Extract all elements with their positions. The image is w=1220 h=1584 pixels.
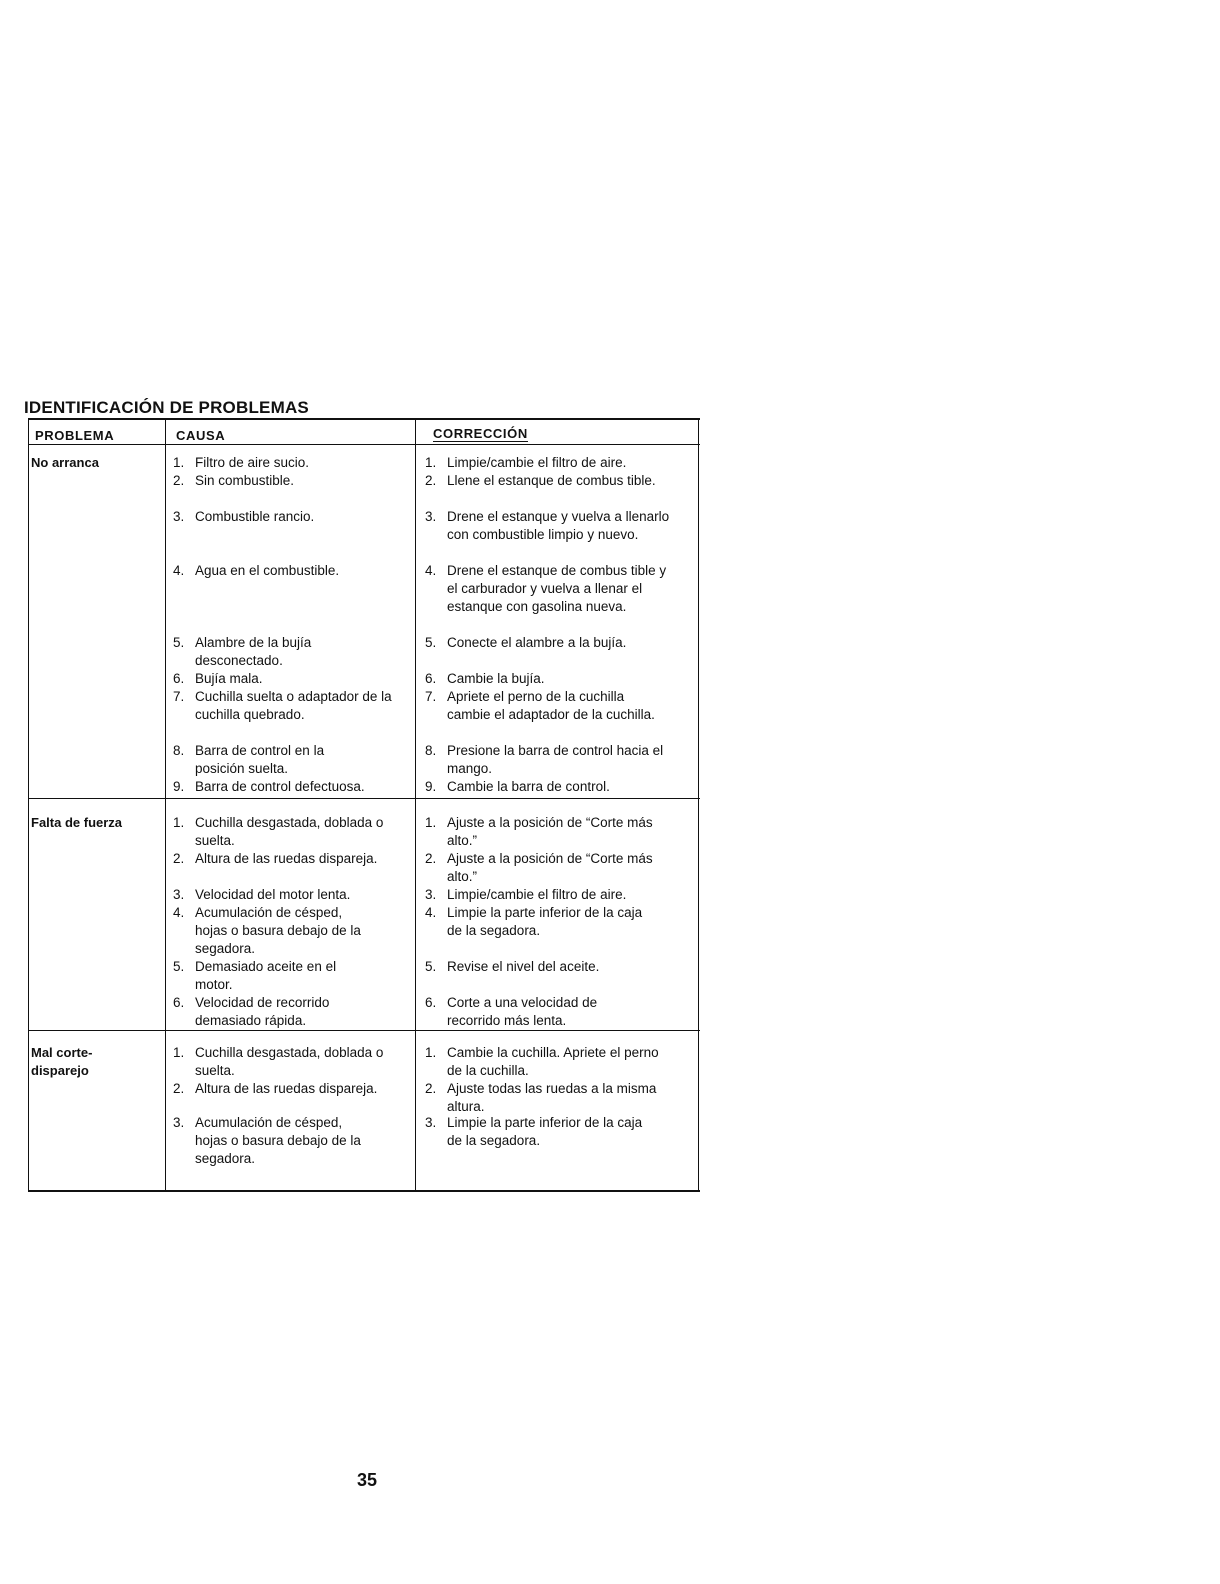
item-text: Cuchilla suelta o adaptador de la cuchilla quebrado. (195, 689, 392, 722)
correction-item (425, 670, 675, 688)
item-text: Demasiado aceite en el motor. (195, 959, 337, 992)
item-number: 6. (173, 995, 185, 1010)
correction-item (425, 562, 675, 616)
item-number: 7. (173, 689, 185, 704)
item-text: Barra de control defectuosa. (195, 779, 365, 794)
item-text: Limpie/cambie el filtro de aire. (447, 455, 627, 470)
item-text: Apriete el perno de la cuchilla cambie el adaptador de la cuchilla. (447, 689, 655, 722)
item-number: 1. (173, 1045, 185, 1060)
correction-item (425, 958, 675, 976)
cause-item (173, 634, 353, 670)
cause-item (173, 454, 417, 472)
item-text: Acumulación de césped, hojas o basura debajo de la segadora. (195, 1115, 361, 1166)
item-text: Cambie la cuchilla. Apriete el perno de la cuchilla. (447, 1045, 659, 1078)
item-text: Llene el estanque de combus tible. (447, 473, 656, 488)
item-number: 4. (173, 563, 185, 578)
cause-item (173, 904, 377, 958)
item-text: Cuchilla desgastada, doblada o suelta. (195, 1045, 384, 1078)
cause-item (173, 508, 417, 526)
correction-item (425, 1114, 651, 1150)
cause-item (173, 670, 417, 688)
item-text: Altura de las ruedas dispareja. (195, 851, 378, 866)
correction-item (425, 634, 675, 652)
cause-item (173, 886, 417, 904)
item-number: 6. (173, 671, 185, 686)
cause-item (173, 1114, 377, 1168)
item-number: 2. (425, 473, 437, 488)
cause-item (173, 1044, 413, 1080)
correction-item (425, 688, 657, 724)
cause-item (173, 994, 373, 1030)
problem-falta-de-fuerza: Falta de fuerza (31, 815, 123, 830)
cause-item (173, 814, 413, 850)
item-number: 4. (425, 905, 437, 920)
item-number: 5. (425, 959, 437, 974)
item-number: 5. (173, 959, 185, 974)
page-number: 35 (357, 1470, 378, 1490)
item-number: 9. (425, 779, 437, 794)
item-number: 4. (173, 905, 185, 920)
item-text: Combustible rancio. (195, 509, 315, 524)
item-text: Barra de control en la posición suelta. (195, 743, 325, 776)
item-number: 1. (173, 815, 185, 830)
item-number: 4. (425, 563, 437, 578)
cause-item (173, 850, 417, 868)
problem-line: Mal corte- (31, 1045, 93, 1060)
item-text: Velocidad del motor lenta. (195, 887, 351, 902)
item-number: 3. (425, 509, 437, 524)
item-text: Limpie/cambie el filtro de aire. (447, 887, 627, 902)
correction-item (425, 1080, 657, 1116)
item-text: Cuchilla desgastada, doblada o suelta. (195, 815, 384, 848)
item-number: 2. (173, 1081, 185, 1096)
header-cause: CAUSA (176, 428, 226, 443)
item-number: 1. (425, 815, 437, 830)
item-text: Agua en el combustible. (195, 563, 340, 578)
header-problem: PROBLEMA (35, 428, 115, 443)
item-text: Presione la barra de control hacia el mango. (447, 743, 664, 776)
item-text: Filtro de aire sucio. (195, 455, 310, 470)
correction-item (425, 508, 671, 544)
table-divider-cause-correction (415, 420, 416, 1190)
item-number: 2. (425, 1081, 437, 1096)
item-number: 2. (425, 851, 437, 866)
item-text: Drene el estanque y vuelva a llenarlo con combustible limpio y nuevo. (447, 509, 670, 542)
item-text: Corte a una velocidad de recorrido más lenta. (447, 995, 598, 1028)
item-number: 3. (425, 1115, 437, 1130)
item-text: Limpie la parte inferior de la caja de la segadora. (447, 1115, 643, 1148)
correction-item (425, 904, 655, 940)
item-number: 2. (173, 473, 185, 488)
item-number: 3. (173, 1115, 185, 1130)
item-text: Limpie la parte inferior de la caja de la segadora. (447, 905, 643, 938)
header-correction: CORRECCIÓN (433, 426, 528, 441)
item-text: Sin combustible. (195, 473, 295, 488)
correction-item (425, 472, 661, 490)
item-number: 6. (425, 995, 437, 1010)
problem-mal-corte (31, 1044, 161, 1080)
item-text: Velocidad de recorrido demasiado rápida. (195, 995, 330, 1028)
cause-item (173, 472, 417, 490)
cause-item (173, 742, 373, 778)
item-number: 2. (173, 851, 185, 866)
item-text: Cambie la barra de control. (447, 779, 610, 794)
correction-item (425, 850, 661, 886)
cause-item (173, 958, 363, 994)
item-text: Bujía mala. (195, 671, 263, 686)
cause-item (173, 562, 417, 580)
item-text: Revise el nivel del aceite. (447, 959, 600, 974)
correction-item (425, 778, 675, 796)
correction-item (425, 454, 675, 472)
item-number: 1. (425, 455, 437, 470)
item-text: Ajuste a la posición de “Corte más alto.” (447, 815, 653, 848)
item-text: Conecte el alambre a la bujía. (447, 635, 627, 650)
cause-item (173, 778, 417, 796)
item-number: 5. (425, 635, 437, 650)
header-bottom-line (28, 444, 700, 445)
item-text: Ajuste a la posición de “Corte más alto.” (447, 851, 653, 884)
cause-item (173, 688, 409, 724)
section-divider-1 (28, 798, 700, 799)
item-text: Drene el estanque de combus tible y el carburador y vuelva a llenar el estanque con gasolina nueva. (447, 563, 667, 614)
section-divider-2 (28, 1030, 700, 1031)
problem-no-arranca: No arranca (31, 455, 99, 470)
problem-line: disparejo (31, 1063, 89, 1078)
item-number: 9. (173, 779, 185, 794)
item-number: 6. (425, 671, 437, 686)
item-text: Ajuste todas las ruedas a la misma altura. (447, 1081, 657, 1114)
item-number: 3. (173, 887, 185, 902)
correction-item (425, 742, 665, 778)
item-text: Cambie la bujía. (447, 671, 545, 686)
correction-item (425, 1044, 677, 1080)
page-title: IDENTIFICACIÓN DE PROBLEMAS (24, 398, 309, 417)
troubleshooting-table (28, 418, 700, 1192)
item-number: 1. (425, 1045, 437, 1060)
correction-item (425, 814, 661, 850)
item-number: 7. (425, 689, 437, 704)
item-text: Altura de las ruedas dispareja. (195, 1081, 378, 1096)
item-number: 3. (173, 509, 185, 524)
correction-item (425, 994, 629, 1030)
table-left-border (28, 420, 29, 1190)
table-right-border (698, 420, 699, 1190)
item-text: Alambre de la bujía desconectado. (195, 635, 312, 668)
table-divider-problem-cause (165, 420, 166, 1190)
item-number: 3. (425, 887, 437, 902)
cause-item (173, 1080, 417, 1098)
correction-item (425, 886, 675, 904)
item-number: 8. (173, 743, 185, 758)
item-text: Acumulación de césped, hojas o basura debajo de la segadora. (195, 905, 361, 956)
item-number: 8. (425, 743, 437, 758)
item-number: 1. (173, 455, 185, 470)
item-number: 5. (173, 635, 185, 650)
